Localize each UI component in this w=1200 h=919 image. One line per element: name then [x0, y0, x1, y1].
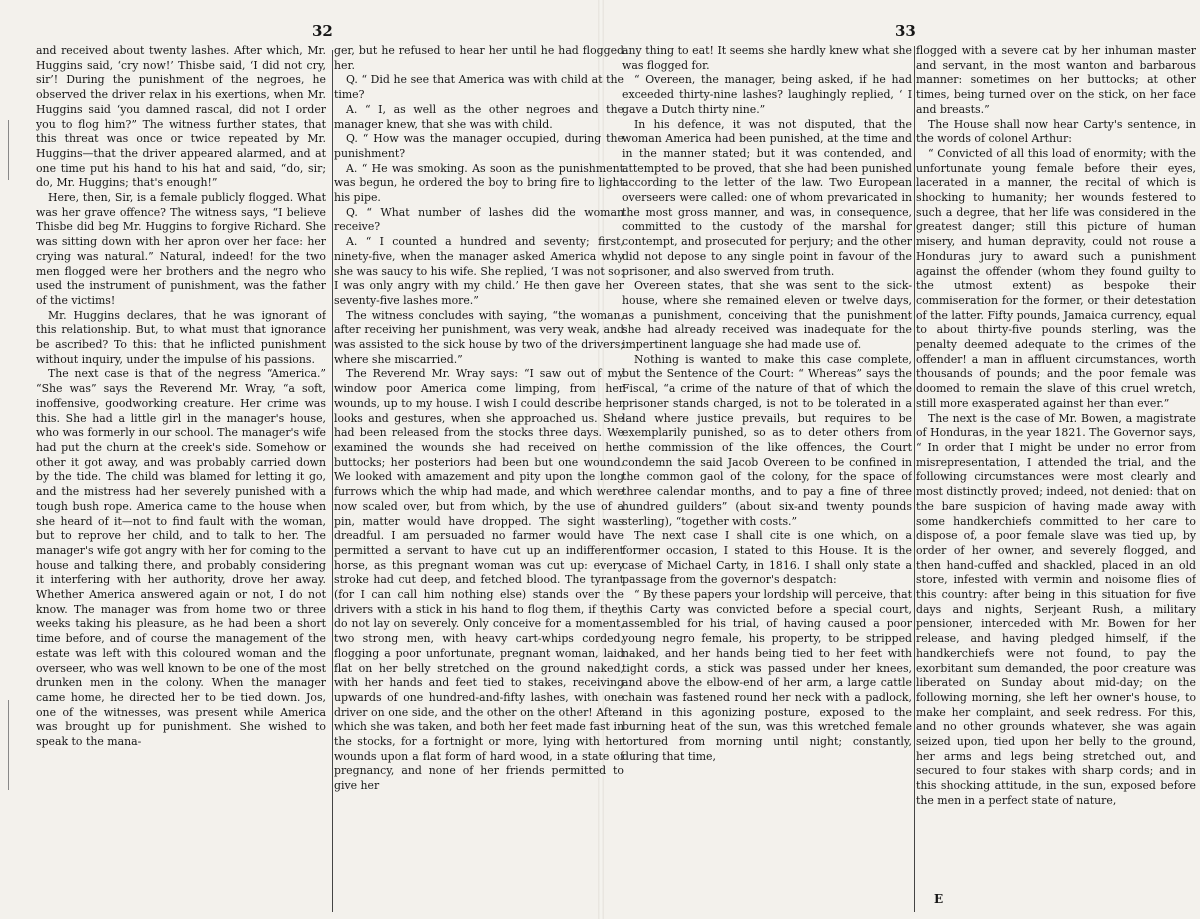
paragraph: “ Convicted of all this load of enormity; with the unfortunate young female before their eyes, lacerated in a manner, the recital of which is shocking to humanity; her wounds festered to such a degree, that her life was considered in the greatest danger; still this picture of human misery, and human depravity, could not rouse a Honduras jury to award such a punishment against the offender (whom they found guilty to the utmost extent) as bespoke their commiseration for the former, or their detestation of the latter. Fifty pounds, Jamaica currency, equal to about thirty-five pounds sterling, was the penalty deemed adequate to the crimes of the offender! a man in affluent circumstances, worth thousands of pounds; and the poor female was doomed to remain the slave of this cruel wretch, still more exasperated against her than ever.”: [916, 146, 1196, 410]
paragraph: The House shall now hear Carty's sentence, in the words of colonel Arthur:: [916, 117, 1196, 146]
paragraph: Overeen states, that she was sent to the sick-house, where she remained eleven or twelve days, as a punishment, conceiving that the punishment she had already received was inadequate for the impertinent language she had made use of.: [622, 279, 912, 352]
paragraph: A. “ He was smoking. As soon as the punishment was begun, he ordered the boy to bring fire to light his pipe.: [334, 161, 624, 205]
paragraph: flogged with a severe cat by her inhuman master and servant, in the most wanton and barbarous manner: sometimes on her buttocks; at other times, being turned over on the stick, on her face and breasts.”: [916, 44, 1196, 116]
paragraph: The Reverend Mr. Wray says: “I saw out of my window poor America come limping, from her wounds, up to my house. I wish I could describe her looks and gestures, when she approached us. She had been released from the stocks three days. We examined the wounds she had received on her buttocks; her posteriors had been but one wound. We looked with amazement and pity upon the long furrows which the whip had made, and which were now scaled over, but from which, by the use of a pin, matter would have dropped. The sight was dreadful. I am persuaded no farmer would have permitted a servant to have cut up an indifferent horse, as this pregnant woman was cut up: every stroke had cut deep, and fetched blood. The tyrant (for I can call him nothing else) stands over the drivers with a stick in his hand to flog them, if they do not lay on severely. Only conceive for a moment, two strong men, with heavy cart-whips corded, flogging a poor unfortunate, pregnant woman, laid flat on her belly stretched on the ground naked, with her hands and feet tied to stakes, receiving upwards of one hundred-and-fifty lashes, with one driver on one side, and the other on the other! After which she was taken, and both her feet made fast in the stocks, for a fortnight or more, lying with her wounds upon a flat form of hard wood, in a state of pregnancy, and none of her friends permitted to give her: [334, 367, 624, 793]
paragraph: Here, then, Sir, is a female publicly flogged. What was her grave offence? The witness says, “I believe Thisbe did beg Mr. Huggins to forgive Richard. She was sitting down with her apron over her face: her crying was natural.” Natural, indeed! for the two men flogged were her brothers and the negro who used the instrument of punishment, was the father of the victims!: [36, 191, 326, 307]
left-page-number: 32: [312, 22, 333, 40]
scan-edge-mark: [8, 120, 9, 180]
paragraph: Mr. Huggins declares, that he was ignorant of this relationship. But, to what must that ignorance be ascribed? To this: that he inflicted punishment without inquiry, under the impulse of his passions.: [36, 308, 326, 366]
paragraph: The witness concludes with saying, “the woman, after receiving her punishment, was very weak, and was assisted to the sick house by two of the drivers; where she miscarried.”: [334, 308, 624, 366]
left-page-column-2: [334, 44, 624, 794]
scan-edge-mark: [8, 700, 9, 790]
paragraph: The next is the case of Mr. Bowen, a magistrate of Honduras, in the year 1821. The Governor says, “ In order that I might be under no error from misrepresentation, I attended the trial, and the following circumstances were most clearly and most distinctly proved; indeed, not denied: that on the bare suspicion of having made away with some handkerchiefs committed to her care to dispose of, a poor female slave was tied up, by order of her owner, and severely flogged, and then hand-cuffed and shackled, placed in an old store, infested with vermin and noisome flies of this country: after being in this situation for five days and nights, Serjeant Rush, a military pensioner, interceded with Mr. Bowen for her release, and having pledged himself, if the handkerchiefs were not found, to pay the exorbitant sum demanded, the poor creature was liberated on Sunday about mid-day; on the following morning, she left her owner's house, to make her complaint, and seek redress. For this, and no other grounds whatever, she was again seized upon, tied upon her belly to the ground, her arms and legs being stretched out, and secured to four stakes with sharp cords; and in this shocking attitude, in the sun, exposed before the men in a perfect state of nature,: [916, 411, 1196, 807]
paragraph: A. “ I counted a hundred and seventy; first, ninety-five, when the manager asked America why she was saucy to his wife. She replied, ‘I was not so: I was only angry with my child.’ He then gave her seventy-five lashes more.”: [334, 235, 624, 307]
paragraph: In his defence, it was not disputed, that the woman America had been punished, at the time and in the manner stated; but it was contended, and attempted to be proved, that she had been punished according to the letter of the law. Two European overseers were called: one of whom prevaricated in the most gross manner, and was, in consequence, committed to the custody of the marshal for contempt, and prosecuted for perjury; and the other did not depose to any single point in favour of the prisoner, and also swerved from truth.: [622, 117, 912, 278]
paragraph: Nothing is wanted to make this case complete, but the Sentence of the Court: “ Whereas” says the Fiscal, “a crime of the nature of that of which the prisoner stands charged, is not to be tolerated in a land where justice prevails, but requires to be exemplarily punished, so as to deter others from the commission of the like offences, the Court condemn the said Jacob Overeen to be confined in the common gaol of the colony, for the space of three calendar months, and to pay a fine of three hundred guilders” (about six-and twenty pounds sterling), “together with costs.”: [622, 352, 912, 528]
paragraph: ger, but he refused to hear her until he had flogged her.: [334, 44, 624, 72]
paragraph: The next case I shall cite is one which, on a former occasion, I stated to this House. It is the case of Michael Carty, in 1816. I shall only state a passage from the governor's despatch:: [622, 529, 912, 587]
left-page-column-1: [36, 44, 326, 750]
left-column-rule: [332, 50, 333, 912]
right-page-column-1: [622, 44, 912, 764]
paragraph: “ Overeen, the manager, being asked, if he had exceeded thirty-nine lashes? laughingly replied, ‘ I gave a Dutch thirty nine.”: [622, 73, 912, 116]
paragraph: A. “ I, as well as the other negroes and the manager knew, that she was with child.: [334, 102, 624, 131]
paragraph: Q. “ Did he see that America was with child at the time?: [334, 73, 624, 102]
signature-mark: E: [934, 892, 944, 906]
paragraph: The next case is that of the negress “America.” “She was” says the Reverend Mr. Wray, “a soft, inoffensive, goodworking creature. Her crime was this. She had a little girl in the manager's house, who was formerly in our school. The manager's wife had put the churn at the creek's side. Somehow or other it got away, and was probably carried down by the tide. The child was blamed for letting it go, and the mistress had her severely punished with a tough bush rope. America came to the house when she heard of it—not to find fault with the woman, but to reprove her child, and to talk to her. The manager's wife got angry with her for coming to the house and talking there, and probably considering it interfering with her authority, drove her away. Whether America answered again or not, I do not know. The manager was from home two or three weeks taking his pleasure, as he had been a short time before, and of course the management of the estate was left with this coloured woman and the overseer, who was well known to be one of the most drunken men in the colony. When the manager came home, he directed her to be tied down. Jos, one of the witnesses, was present while America was brought up for punishment. She wished to speak to the mana-: [36, 367, 326, 749]
right-page-column-2: [916, 44, 1196, 809]
paragraph: Q. “ How was the manager occupied, during the punishment?: [334, 132, 624, 160]
paragraph: and received about twenty lashes. After which, Mr. Huggins said, ‘cry now!’ Thisbe said, ‘I did not cry, sir’! During the punishment of the negroes, he observed the driver relax in his exertions, when Mr. Huggins said ‘you damned rascal, did not I order you to flog him?” The witness further states, that this threat was once or twice repeated by Mr. Huggins—that the driver appeared alarmed, and at one time put his hand to his hat and said, “do, sir; do, Mr. Huggins; that's enough!”: [36, 44, 326, 190]
paragraph: Q. “ What number of lashes did the woman receive?: [334, 205, 624, 234]
right-page-number: 33: [895, 22, 916, 40]
paragraph: “ By these papers your lordship will perceive, that this Carty was convicted before a special court, assembled for his trial, of having caused a poor young negro female, his property, to be stripped naked, and her hands being tied to her feet with tight cords, a stick was passed under her knees, and above the elbow-end of her arm, a large cattle chain was fastened round her neck with a padlock, and in this agonizing posture, exposed to the burning heat of the sun, was this wretched female tortured from morning until night; constantly, during that time,: [622, 588, 912, 763]
right-column-rule: [914, 46, 915, 912]
paragraph: any thing to eat! It seems she hardly knew what she was flogged for.: [622, 44, 912, 72]
